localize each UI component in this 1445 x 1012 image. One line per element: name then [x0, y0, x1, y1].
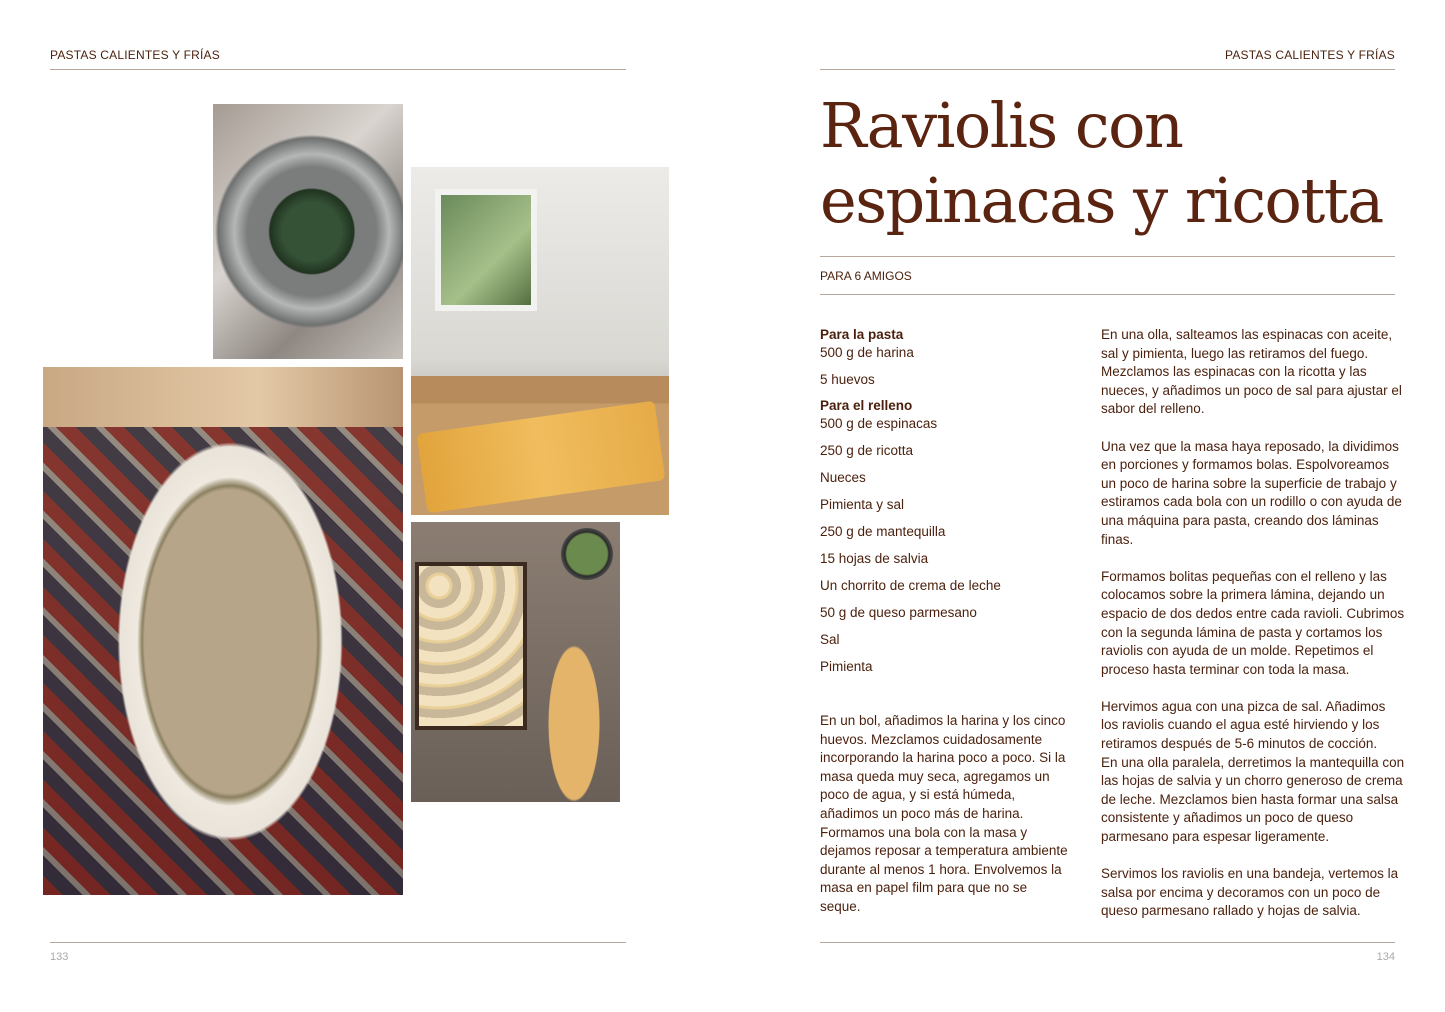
page-number: 134 [1376, 951, 1395, 963]
ingredient-item: Pimienta [820, 659, 873, 674]
method-step-4: Formamos bolitas pequeñas con el relleno y las colocamos sobre la primera lámina, dejando un espacio de dos dedos entre cada ravioli. Cubrimos con la segunda lámina de pasta y cortamos los raviolis con ayuda de un molde. Repetimos el proceso hasta terminar con toda la masa. [1101, 568, 1405, 677]
right-page [722, 0, 1445, 1012]
footer-rule [50, 942, 626, 943]
filling-heading: Para el relleno [820, 398, 913, 413]
title-rule [820, 256, 1395, 257]
method-column [1101, 326, 1406, 940]
method-step-3: Una vez que la masa haya reposado, la dividimos en porciones y formamos bolas. Espolvoreamos un poco de harina sobre la superficie de trabajo y estiramos cada bola con un rodillo o con ayuda de una máquina para pasta, creando dos láminas finas. [1101, 438, 1402, 547]
running-head: PASTAS CALIENTES Y FRÍAS [1225, 48, 1395, 62]
running-head: PASTAS CALIENTES Y FRÍAS [50, 48, 220, 62]
ingredient-item: 500 g de harina [820, 345, 914, 360]
ravioli-platter-photo [43, 367, 403, 895]
method-step-2: En una olla, salteamos las espinacas con aceite, sal y pimienta, luego las retiramos del fuego. Mezclamos las espinacas con la ricotta y las nueces, y añadimos un poco de sal para ajustar el sabor del relleno. [1101, 327, 1402, 417]
ingredient-item: 250 g de mantequilla [820, 524, 946, 539]
method-step-6: Servimos los raviolis en una bandeja, vertemos la salsa por encima y decoramos con un poco de queso parmesano rallado y hojas de salvia. [1101, 866, 1399, 919]
cut-ravioli-tray-photo [411, 522, 620, 802]
ingredient-item: Pimienta y sal [820, 497, 905, 512]
header-rule [50, 69, 626, 70]
ingredient-item: Sal [820, 632, 840, 647]
ingredient-item: Un chorrito de crema de leche [820, 578, 1001, 593]
left-page [0, 0, 722, 1012]
ingredient-item: Nueces [820, 470, 866, 485]
page-number: 133 [50, 951, 69, 963]
recipe-title: Raviolis con espinacas y ricotta [820, 89, 1383, 237]
kitchen-ravioli-making-photo [411, 167, 669, 515]
method-step-5: Hervimos agua con una pizca de sal. Añadimos los raviolis cuando el agua esté hirviendo y los retiramos después de 5-6 minutos de cocción. En una olla paralela, derretimos la mantequilla con las hojas de salvia y un chorro generoso de crema de leche. Mezclamos bien hasta formar una salsa consistente y añadimos un poco de queso parmesano para espesar ligeramente. [1101, 698, 1405, 845]
method-step-1: En un bol, añadimos la harina y los cinco huevos. Mezclamos cuidadosamente incorporando la harina poco a poco. Si la masa queda muy seca, agregamos un poco de agua, y si está húmeda, añadimos un poco más de harina. Formamos una bola con la masa y dejamos reposar a temperatura ambiente durante al menos 1 hora. Envolvemos la masa en papel film para que no se seque. [820, 713, 1068, 914]
ingredient-item: 500 g de espinacas [820, 416, 938, 431]
pasta-ingredients [820, 344, 1075, 388]
header-rule [820, 69, 1395, 70]
ingredient-item: 15 hojas de salvia [820, 551, 929, 566]
ingredients [820, 326, 1075, 685]
servings-rule [820, 294, 1395, 295]
ingredient-item: 250 g de ricotta [820, 443, 914, 458]
ingredient-item: 5 huevos [820, 372, 875, 387]
pasta-heading: Para la pasta [820, 327, 904, 342]
servings: PARA 6 AMIGOS [820, 269, 912, 283]
filling-ingredients [820, 415, 1075, 675]
footer-rule [820, 942, 1395, 943]
ingredient-item: 50 g de queso parmesano [820, 605, 977, 620]
spinach-filling-bowl-photo [213, 104, 403, 359]
